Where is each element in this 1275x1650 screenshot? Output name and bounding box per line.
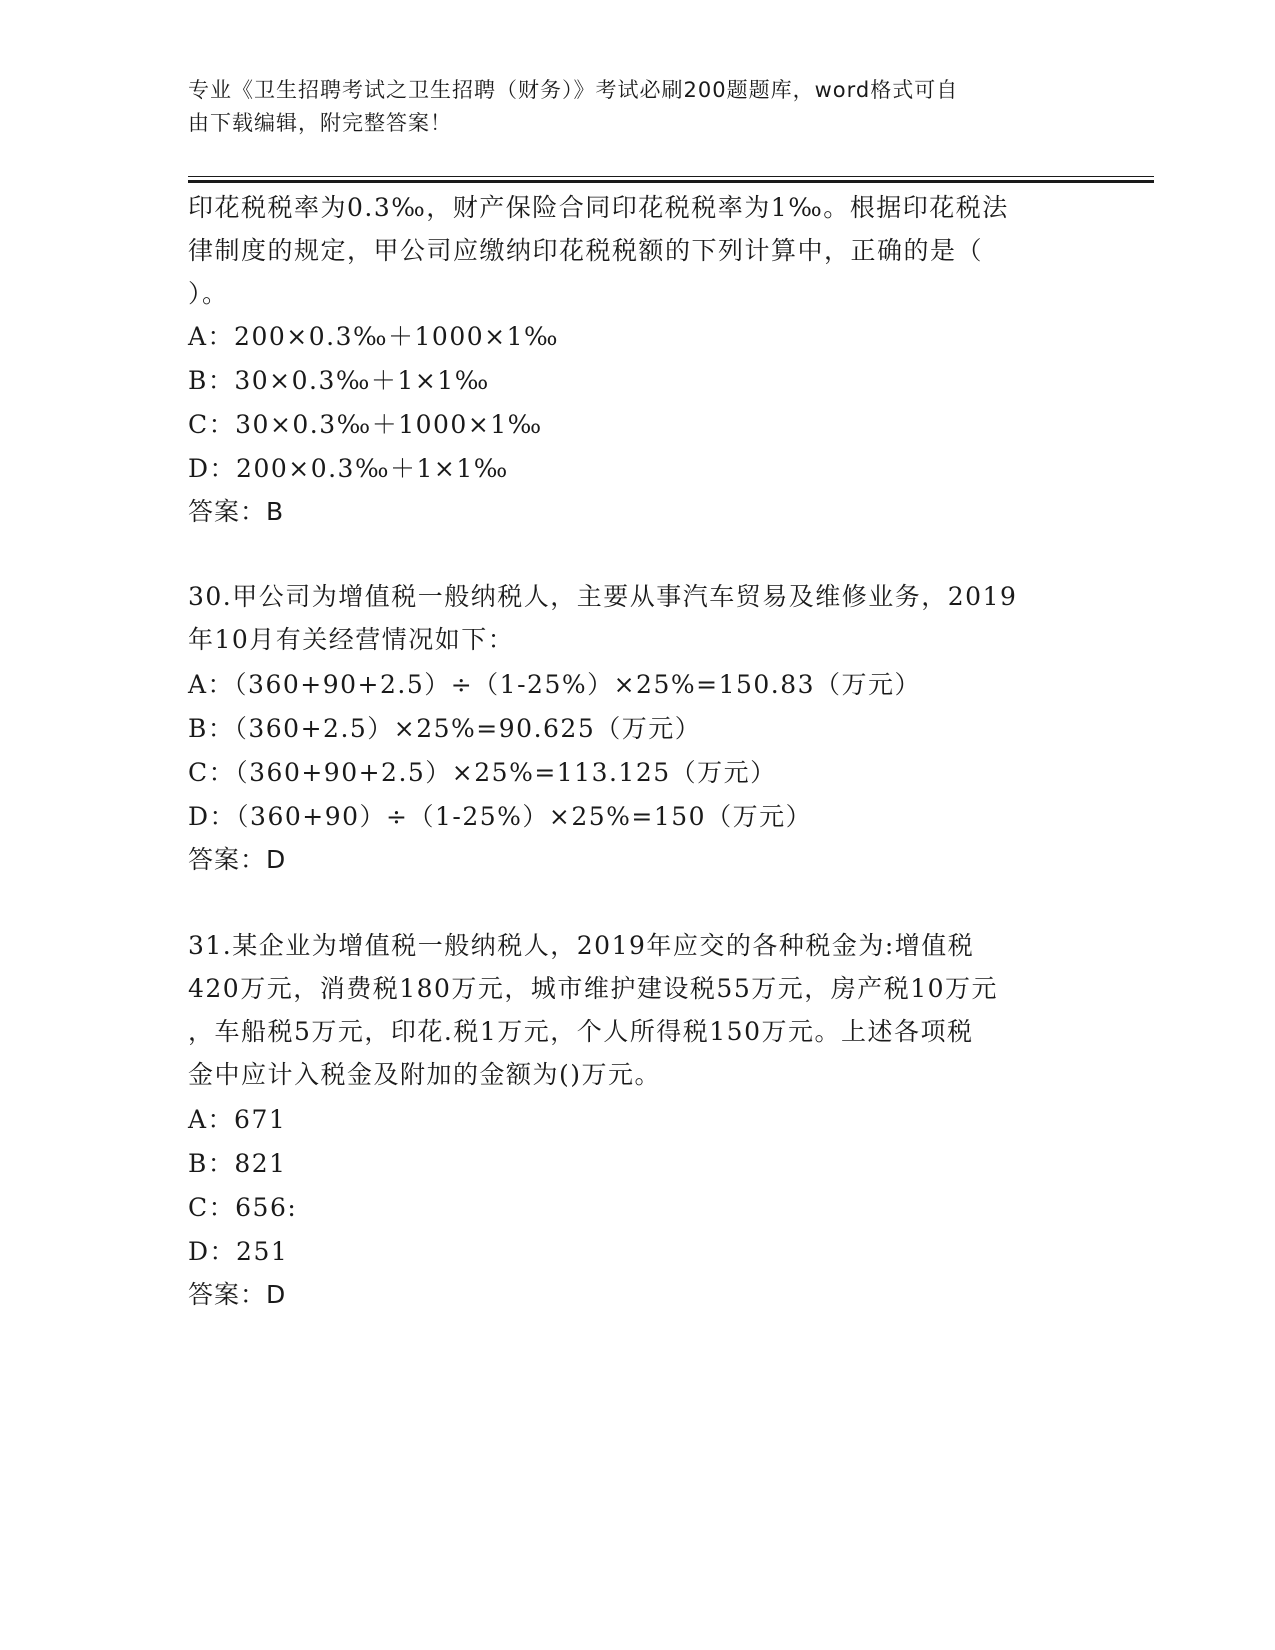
header-line-2: 由下载编辑，附完整答案！ <box>188 111 452 135</box>
q30-option-c: C：（360+90+2.5）×25%=113.125（万元） <box>188 758 777 787</box>
document-header <box>188 74 1068 140</box>
q31-answer: 答案：D <box>188 1280 287 1309</box>
q29-stem-line-1: 印花税税率为0.3‰，财产保险合同印花税税率为1‰。根据印花税法 <box>188 193 1009 222</box>
header-line-1: 专业《卫生招聘考试之卫生招聘（财务）》考试必刷200题题库，word格式可自 <box>188 78 959 102</box>
q31-option-c: C：656: <box>188 1193 298 1222</box>
q31-option-a: A：671 <box>188 1105 287 1134</box>
q31-option-d: D：251 <box>188 1237 289 1266</box>
q29-option-d: D：200×0.3‰＋1×1‰ <box>188 454 509 483</box>
q31-stem-line-3: ，车船税5万元，印花.税1万元，个人所得税150万元。上述各项税 <box>188 1017 974 1046</box>
q31-option-b: B：821 <box>188 1149 287 1178</box>
q30-stem-line-2: 年10月有关经营情况如下： <box>188 625 515 654</box>
q31-stem-line-1: 31.某企业为增值税一般纳税人，2019年应交的各种税金为:增值税 <box>188 931 975 960</box>
q29-option-c: C：30×0.3‰＋1000×1‰ <box>188 410 543 439</box>
q29-option-b: B：30×0.3‰＋1×1‰ <box>188 366 490 395</box>
q29-option-a: A：200×0.3‰＋1000×1‰ <box>188 322 560 351</box>
header-divider-thin <box>188 176 1154 177</box>
q29-stem-line-3: ）。 <box>188 279 229 308</box>
q31-stem-line-4: 金中应计入税金及附加的金额为()万元。 <box>188 1060 662 1089</box>
q30-option-b: B：（360+2.5）×25%=90.625（万元） <box>188 714 702 743</box>
q29-answer: 答案：B <box>188 497 285 526</box>
q30-stem-line-1: 30.甲公司为增值税一般纳税人，主要从事汽车贸易及维修业务，2019 <box>188 582 1018 611</box>
header-divider-thick <box>188 180 1154 183</box>
q29-stem-line-2: 律制度的规定，甲公司应缴纳印花税税额的下列计算中，正确的是（ <box>188 236 984 265</box>
q30-answer: 答案：D <box>188 845 287 874</box>
q31-stem-line-2: 420万元，消费税180万元，城市维护建设税55万元，房产税10万元 <box>188 974 999 1003</box>
q30-option-d: D：（360+90）÷（1-25%）×25%=150（万元） <box>188 802 813 831</box>
q30-option-a: A：（360+90+2.5）÷（1-25%）×25%=150.83（万元） <box>188 670 922 699</box>
